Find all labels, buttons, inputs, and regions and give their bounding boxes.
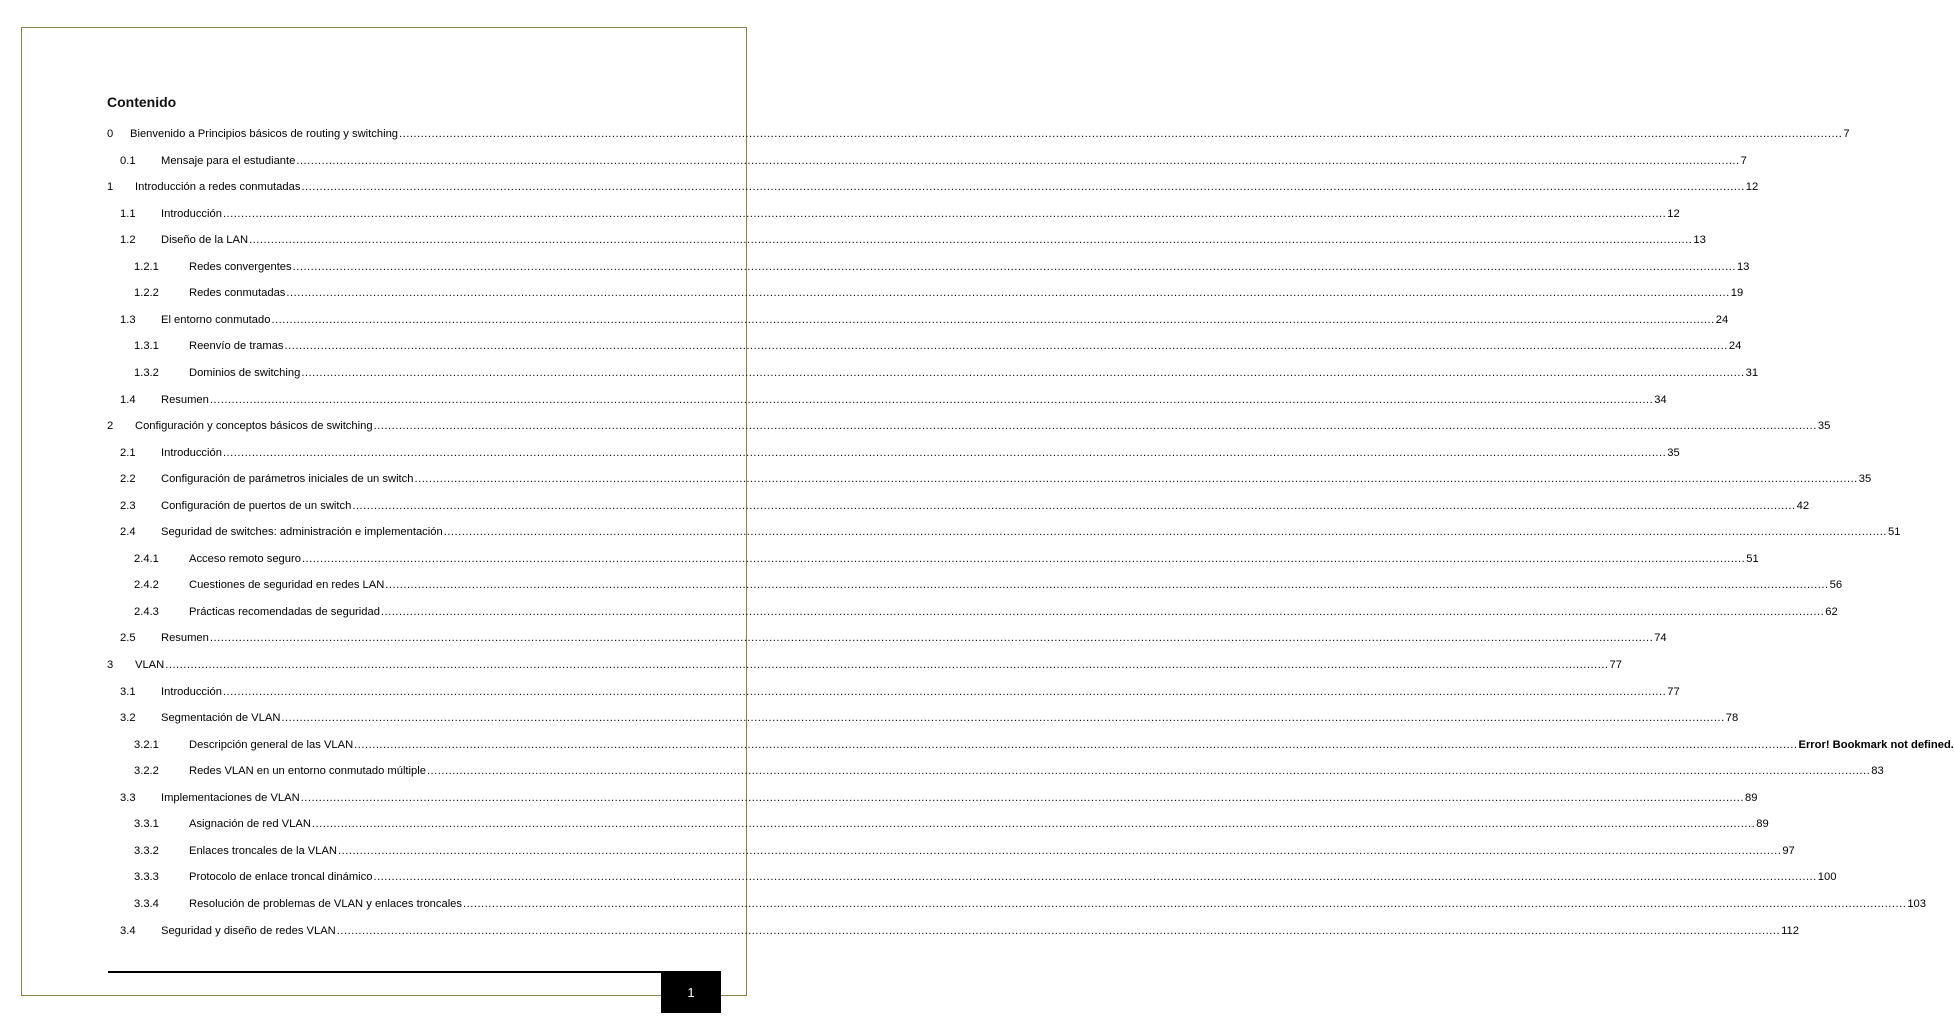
toc-entry[interactable] <box>120 387 1667 407</box>
toc-entry-page: 19 <box>1730 287 1744 300</box>
toc-entry-page: 97 <box>1782 844 1795 857</box>
toc-dot-leader: ................................................................................................................................................................................................................................................................................................................................................................................................................ <box>209 632 1654 645</box>
toc-entry-number: 3.2 <box>120 712 136 725</box>
toc-entry-title: Cuestiones de seguridad en redes LAN <box>189 579 385 592</box>
toc-dot-leader: ................................................................................................................................................................................................................................................................................................................................................................................................................ <box>296 154 1740 167</box>
toc-entry-number: 2.4.2 <box>134 579 159 592</box>
toc-dot-leader: ................................................................................................................................................................................................................................................................................................................................................................................................................ <box>301 366 1745 379</box>
toc-entry-title: Protocolo de enlace troncal dinámico <box>189 871 373 884</box>
toc-entry-page: 12 <box>1745 181 1759 194</box>
toc-entry-page: 89 <box>1756 818 1769 831</box>
toc-dot-leader: ................................................................................................................................................................................................................................................................................................................................................................................................................ <box>271 313 1715 326</box>
toc-entry-title: Introducción <box>161 685 222 698</box>
toc-dot-leader: ................................................................................................................................................................................................................................................................................................................................................................................................................ <box>300 791 1744 804</box>
toc-entry-title: El entorno conmutado <box>161 313 271 326</box>
toc-entry[interactable] <box>120 519 1901 539</box>
toc-entry-number: 1.2.2 <box>134 287 159 300</box>
toc-entry-number: 0 <box>107 128 114 140</box>
toc-dot-leader: ................................................................................................................................................................................................................................................................................................................................................................................................................ <box>352 499 1796 512</box>
toc-entry-number: 2.4.3 <box>134 605 159 618</box>
toc-entry-number: 2.5 <box>120 632 136 645</box>
toc-entry[interactable] <box>120 918 1799 938</box>
toc-entry-title: Reenvío de tramas <box>189 340 284 353</box>
footer-page-number-box <box>661 971 721 1013</box>
toc-dot-leader: ................................................................................................................................................................................................................................................................................................................................................................................................................ <box>380 605 1825 618</box>
toc-dot-leader: ................................................................................................................................................................................................................................................................................................................................................................................................................ <box>222 207 1667 220</box>
toc-entry-title: Dominios de switching <box>189 366 301 379</box>
toc-entry-title: Redes VLAN en un entorno conmutado múltiple <box>189 765 426 778</box>
toc-dot-leader: ................................................................................................................................................................................................................................................................................................................................................................................................................ <box>426 765 1871 778</box>
toc-entry-number: 3.2.2 <box>134 765 159 778</box>
toc-entry-title: Redes convergentes <box>189 260 292 273</box>
toc-dot-leader: ................................................................................................................................................................................................................................................................................................................................................................................................................ <box>165 659 1609 671</box>
toc-entry-title: Introducción <box>161 207 222 220</box>
toc-entry-title: Diseño de la LAN <box>161 234 249 247</box>
toc-entry-page: 7 <box>1843 128 1850 140</box>
toc-entry-page: 89 <box>1745 791 1758 804</box>
toc-dot-leader: ................................................................................................................................................................................................................................................................................................................................................................................................................ <box>222 685 1667 698</box>
toc-entry-number: 3.3.2 <box>134 844 159 857</box>
toc-entry[interactable] <box>134 254 1750 274</box>
toc-dot-leader: ................................................................................................................................................................................................................................................................................................................................................................................................................ <box>281 712 1725 725</box>
toc-entry-number: 1.2.1 <box>134 260 159 273</box>
toc-dot-leader: ................................................................................................................................................................................................................................................................................................................................................................................................................ <box>286 287 1730 300</box>
toc-entry-title: Redes conmutadas <box>189 287 286 300</box>
toc-entry-number: 3.3 <box>120 791 136 804</box>
toc-dot-leader: ................................................................................................................................................................................................................................................................................................................................................................................................................ <box>209 393 1654 406</box>
toc-entry-title: Introducción a redes conmutadas <box>135 181 301 194</box>
toc-dot-leader: ................................................................................................................................................................................................................................................................................................................................................................................................................ <box>399 128 1843 140</box>
toc-entry-page: 56 <box>1829 579 1843 592</box>
toc-dot-leader: ................................................................................................................................................................................................................................................................................................................................................................................................................ <box>301 181 1745 194</box>
toc-entry-page: 35 <box>1667 446 1680 459</box>
toc-entry-title: Enlaces troncales de la VLAN <box>189 844 338 857</box>
toc-entry-number: 2.4 <box>120 526 136 539</box>
footer-rule <box>108 971 661 973</box>
toc-entry-title: Seguridad y diseño de redes VLAN <box>161 924 336 937</box>
toc-entry-page: 42 <box>1796 499 1810 512</box>
toc-entry[interactable] <box>120 227 1706 247</box>
toc-dot-leader: ................................................................................................................................................................................................................................................................................................................................................................................................................ <box>311 818 1756 831</box>
toc-dot-leader: ................................................................................................................................................................................................................................................................................................................................................................................................................ <box>292 260 1736 273</box>
toc-entry-title: Configuración de parámetros iniciales de un switch <box>161 473 414 486</box>
toc-entry-title: Prácticas recomendadas de seguridad <box>189 605 380 618</box>
toc-entry-number: 2.4.1 <box>134 552 159 565</box>
toc-entry[interactable] <box>134 546 1759 566</box>
footer-page-number: 1 <box>687 984 695 1000</box>
toc-entry[interactable] <box>120 785 1758 805</box>
toc-entry-page: Error! Bookmark not defined. <box>1798 738 1954 751</box>
toc-entry-page: 24 <box>1715 313 1729 326</box>
toc-entry-title: Descripción general de las VLAN <box>189 738 354 751</box>
toc-entry-number: 2 <box>107 420 114 433</box>
toc-entry-page: 35 <box>1858 473 1872 486</box>
toc-entry-number: 3.3.3 <box>134 871 159 884</box>
toc-entry-page: 12 <box>1667 207 1680 220</box>
toc-entry-number: 1.3.1 <box>134 340 159 353</box>
toc-entry-page: 13 <box>1736 260 1750 273</box>
toc-entry[interactable] <box>120 493 1810 513</box>
toc-entry-page: 77 <box>1667 685 1680 698</box>
toc-entry-page: 24 <box>1728 340 1742 353</box>
toc-entry-title: Resumen <box>161 393 209 406</box>
toc-dot-leader: ................................................................................................................................................................................................................................................................................................................................................................................................................ <box>338 844 1782 857</box>
toc-entry[interactable] <box>134 758 1884 778</box>
toc-entry-number: 1 <box>107 181 114 194</box>
toc-entry-page: 51 <box>1746 552 1759 565</box>
toc-entry-page: 51 <box>1888 526 1901 539</box>
toc-dot-leader: ................................................................................................................................................................................................................................................................................................................................................................................................................ <box>373 871 1817 884</box>
toc-dot-leader: ................................................................................................................................................................................................................................................................................................................................................................................................................ <box>301 552 1746 565</box>
toc-entry-number: 1.2 <box>120 234 136 247</box>
toc-entry-page: 13 <box>1693 234 1706 247</box>
toc-entry[interactable] <box>120 625 1667 645</box>
toc-entry-page: 34 <box>1654 393 1667 406</box>
toc-entry[interactable] <box>134 599 1838 619</box>
toc-entry[interactable] <box>120 148 1747 168</box>
toc-entry-title: Introducción <box>161 446 222 459</box>
toc-dot-leader: ................................................................................................................................................................................................................................................................................................................................................................................................................ <box>336 924 1781 937</box>
toc-entry-page: 31 <box>1745 366 1759 379</box>
toc-dot-leader: ................................................................................................................................................................................................................................................................................................................................................................................................................ <box>354 738 1798 751</box>
toc-entry-page: 62 <box>1825 605 1838 618</box>
toc-dot-leader: ................................................................................................................................................................................................................................................................................................................................................................................................................ <box>373 420 1817 433</box>
toc-entry-title: VLAN <box>135 659 165 671</box>
toc-entry-number: 3.3.4 <box>134 897 159 910</box>
toc-entry[interactable] <box>134 864 1837 884</box>
toc-entry[interactable] <box>134 838 1795 858</box>
toc-entry-title: Configuración de puertos de un switch <box>161 499 352 512</box>
toc-entry-number: 1.4 <box>120 393 136 406</box>
toc-dot-leader: ................................................................................................................................................................................................................................................................................................................................................................................................................ <box>414 473 1858 486</box>
toc-entry-number: 1.1 <box>120 207 136 220</box>
toc-entry-number: 2.1 <box>120 446 136 459</box>
toc-entry-number: 3.3.1 <box>134 818 159 831</box>
toc-entry[interactable] <box>120 440 1680 460</box>
toc-heading: Contenido <box>107 94 177 110</box>
toc-entry-page: 100 <box>1817 871 1837 884</box>
toc-entry-title: Mensaje para el estudiante <box>161 154 296 167</box>
toc-entry[interactable] <box>134 360 1759 380</box>
toc-dot-leader: ................................................................................................................................................................................................................................................................................................................................................................................................................ <box>284 340 1728 353</box>
toc-entry-title: Asignación de red VLAN <box>189 818 311 831</box>
toc-entry-page: 83 <box>1871 765 1884 778</box>
toc-entry-number: 1.3 <box>120 313 136 326</box>
toc-dot-leader: ................................................................................................................................................................................................................................................................................................................................................................................................................ <box>463 897 1907 910</box>
toc-entry[interactable] <box>134 280 1744 300</box>
toc-entry-page: 35 <box>1817 420 1831 433</box>
toc-entry-number: 3.2.1 <box>134 738 159 751</box>
toc-entry-number: 3 <box>107 659 114 671</box>
toc-entry[interactable] <box>120 679 1680 699</box>
toc-entry[interactable] <box>120 307 1729 327</box>
toc-entry-page: 78 <box>1725 712 1739 725</box>
toc-entry-number: 2.3 <box>120 499 136 512</box>
toc-entry-number: 0.1 <box>120 154 136 167</box>
toc-entry-title: Segmentación de VLAN <box>161 712 281 725</box>
toc-entry-title: Resolución de problemas de VLAN y enlaces troncales <box>189 897 463 910</box>
toc-entry-page: 7 <box>1740 154 1747 167</box>
toc-entry[interactable] <box>120 705 1739 725</box>
toc-entry-title: Seguridad de switches: administración e implementación <box>161 526 443 539</box>
toc-dot-leader: ................................................................................................................................................................................................................................................................................................................................................................................................................ <box>443 526 1888 539</box>
toc-entry[interactable] <box>107 174 1759 194</box>
toc-entry-title: Bienvenido a Principios básicos de routing y switching <box>130 128 399 140</box>
toc-entry[interactable] <box>134 572 1843 592</box>
toc-entry[interactable] <box>134 891 1926 911</box>
toc-entry[interactable] <box>134 732 1954 752</box>
toc-entry-number: 2.2 <box>120 473 136 486</box>
toc-entry[interactable] <box>134 333 1742 353</box>
toc-dot-leader: ................................................................................................................................................................................................................................................................................................................................................................................................................ <box>249 234 1693 247</box>
toc-entry[interactable] <box>120 201 1680 221</box>
toc-entry[interactable] <box>107 652 1622 672</box>
toc-entry[interactable] <box>120 466 1872 486</box>
toc-dot-leader: ................................................................................................................................................................................................................................................................................................................................................................................................................ <box>222 446 1667 459</box>
toc-entry-page: 112 <box>1781 924 1799 937</box>
toc-entry-number: 3.4 <box>120 924 136 937</box>
toc-entry-page: 74 <box>1654 632 1667 645</box>
toc-entry-title: Implementaciones de VLAN <box>161 791 300 804</box>
toc-entry[interactable] <box>134 811 1769 831</box>
toc-entry-page: 103 <box>1907 897 1926 910</box>
toc-entry-title: Configuración y conceptos básicos de switching <box>135 420 373 433</box>
toc-dot-leader: ................................................................................................................................................................................................................................................................................................................................................................................................................ <box>385 579 1829 592</box>
toc-entry-page: 77 <box>1609 659 1622 671</box>
toc-entry-number: 3.1 <box>120 685 136 698</box>
toc-entry-title: Acceso remoto seguro <box>189 552 301 565</box>
toc-entry-title: Resumen <box>161 632 209 645</box>
toc-entry[interactable] <box>107 413 1831 433</box>
toc-entry[interactable] <box>107 121 1850 141</box>
toc-entry-number: 1.3.2 <box>134 366 159 379</box>
